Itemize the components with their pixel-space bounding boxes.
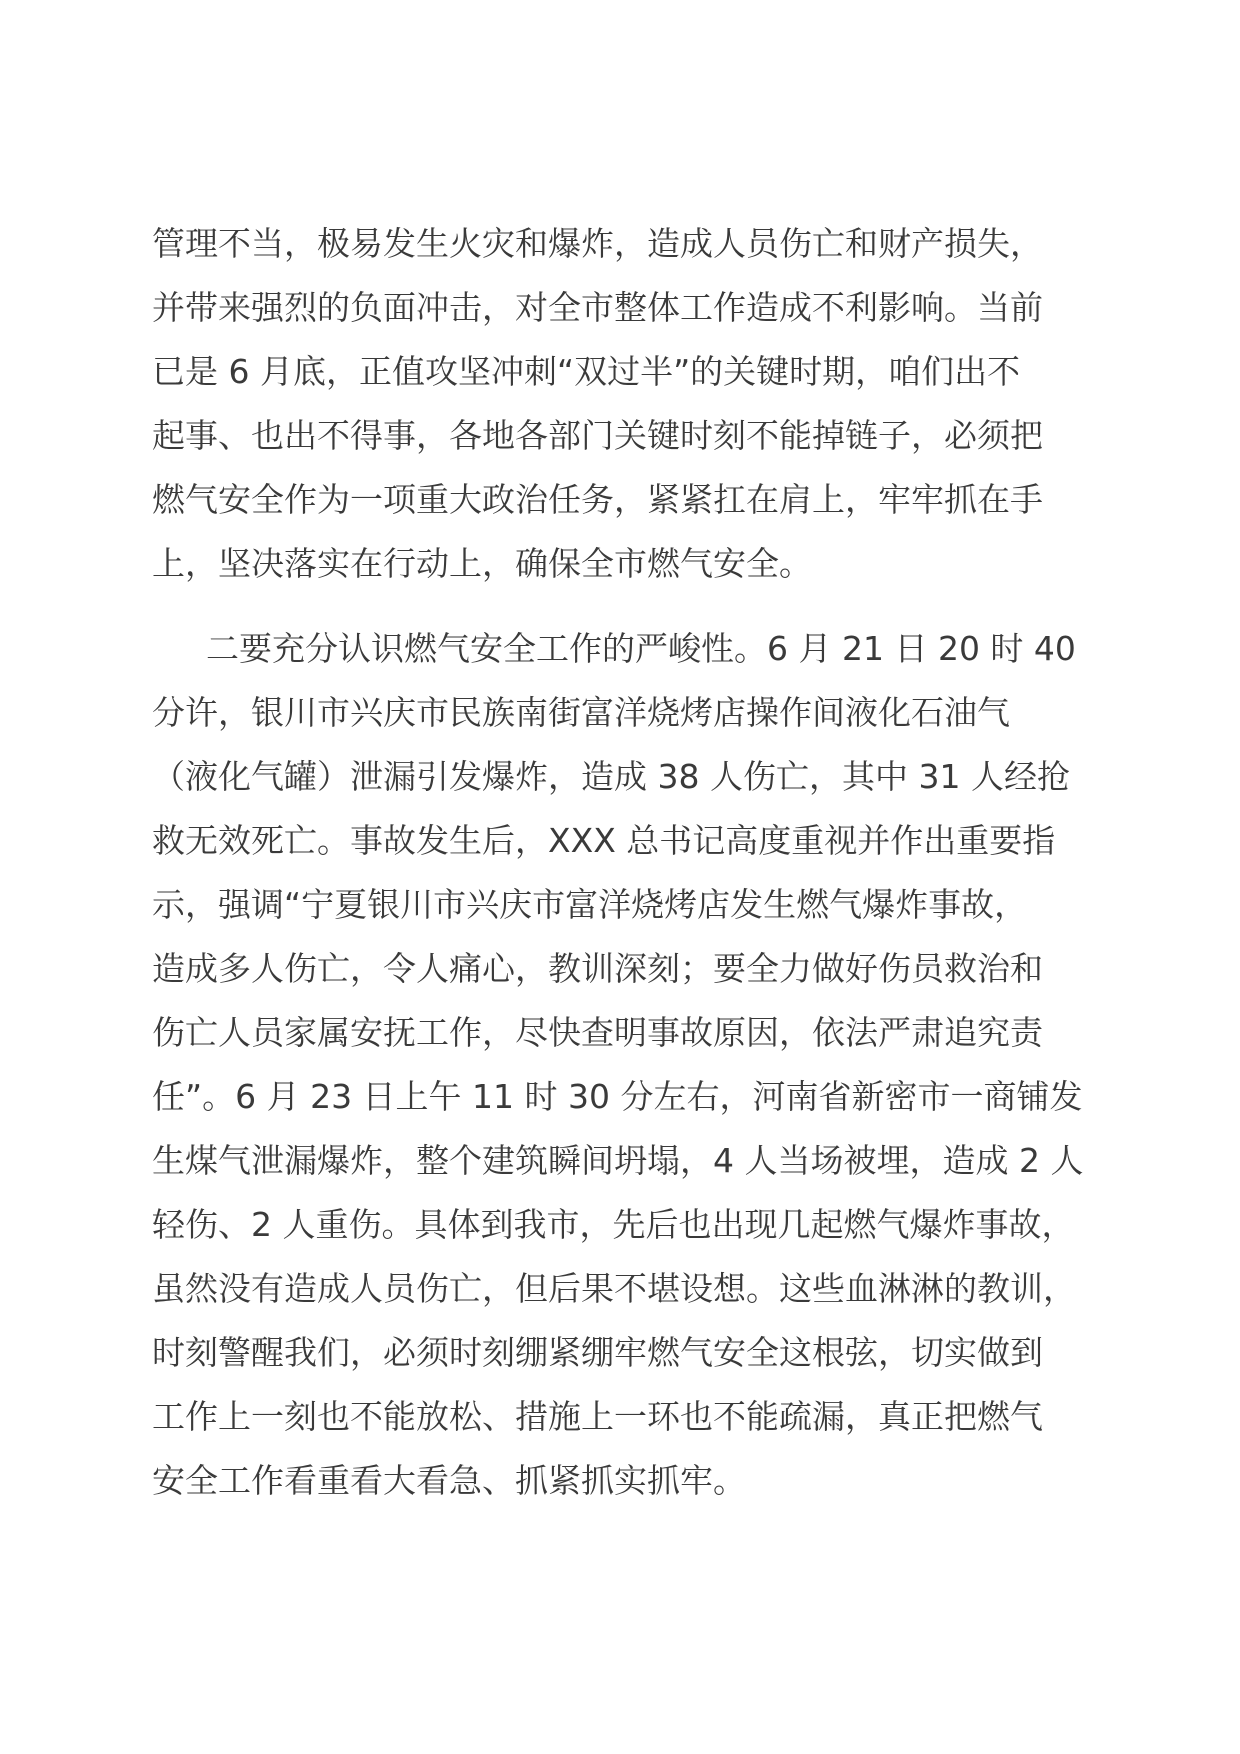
- paragraph-line: （液化气罐）泄漏引发爆炸，造成 38 人伤亡，其中 31 人经抢: [152, 757, 1070, 796]
- paragraph-line: 生煤气泄漏爆炸，整个建筑瞬间坍塌，4 人当场被埋，造成 2 人: [152, 1141, 1084, 1180]
- paragraph-line: 时刻警醒我们，必须时刻绷紧绷牢燃气安全这根弦，切实做到: [152, 1333, 1043, 1372]
- paragraph-line: 示，强调“宁夏银川市兴庆市富洋烧烤店发生燃气爆炸事故，: [152, 885, 1028, 924]
- paragraph-line: 分许，银川市兴庆市民族南街富洋烧烤店操作间液化石油气: [152, 693, 1010, 732]
- paragraph-first-line: 二要充分认识燃气安全工作的严峻性。6 月 21 日 20 时 40: [206, 629, 1076, 668]
- paragraph-line: 工作上一刻也不能放松、措施上一环也不能疏漏，真正把燃气: [152, 1397, 1043, 1436]
- paragraph-line: 任”。6 月 23 日上午 11 时 30 分左右，河南省新密市一商铺发: [152, 1077, 1083, 1116]
- paragraph-line: 安全工作看重看大看急、抓紧抓实抓牢。: [152, 1461, 746, 1500]
- paragraph-line: 起事、也出不得事，各地各部门关键时刻不能掉链子，必须把: [152, 416, 1043, 455]
- paragraph-line: 已是 6 月底，正值攻坚冲刺“双过半”的关键时期，咱们出不: [152, 352, 1021, 391]
- paragraph-line: 轻伤、2 人重伤。具体到我市，先后也出现几起燃气爆炸事故，: [152, 1205, 1075, 1244]
- paragraph-2: [152, 617, 1092, 1513]
- paragraph-line: 救无效死亡。事故发生后，XXX 总书记高度重视并作出重要指: [152, 821, 1056, 860]
- paragraph-line: 并带来强烈的负面冲击，对全市整体工作造成不利影响。当前: [152, 288, 1043, 327]
- paragraph-line: 上，坚决落实在行动上，确保全市燃气安全。: [152, 544, 812, 583]
- paragraph-line: 造成多人伤亡，令人痛心，教训深刻；要全力做好伤员救治和: [152, 949, 1043, 988]
- paragraph-line: 管理不当，极易发生火灾和爆炸，造成人员伤亡和财产损失，: [152, 224, 1043, 263]
- paragraph-line: 伤亡人员家属安抚工作，尽快查明事故原因，依法严肃追究责: [152, 1013, 1043, 1052]
- paragraph-line: 虽然没有造成人员伤亡，但后果不堪设想。这些血淋淋的教训，: [152, 1269, 1076, 1308]
- paragraph-line: 燃气安全作为一项重大政治任务，紧紧扛在肩上，牢牢抓在手: [152, 480, 1043, 519]
- paragraph-1: [152, 212, 1092, 596]
